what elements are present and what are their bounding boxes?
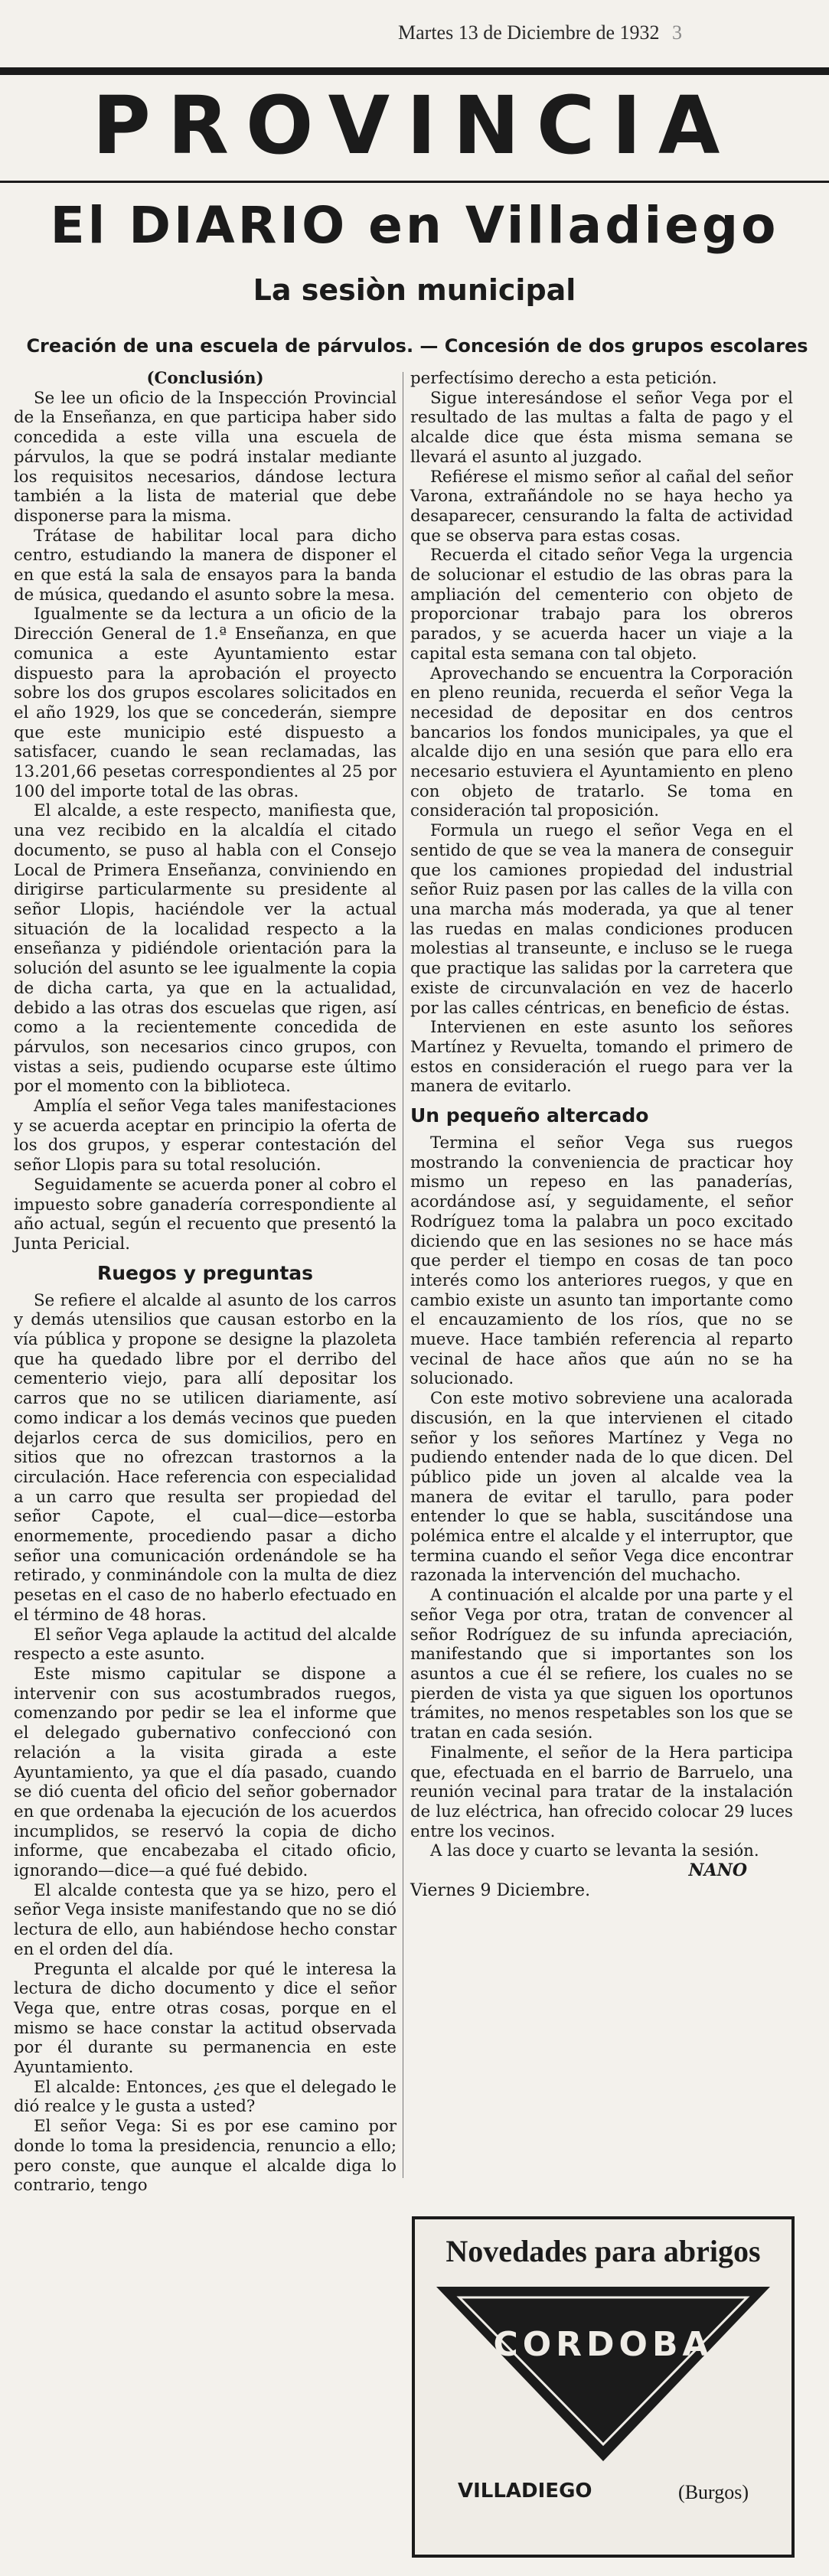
article-paragraph: A continuación el alcalde por una parte y el señor Vega por otra, tratan de convencer al señor Rodríguez de su infunda apreciación, manifestando que si importantes son los asuntos a cue él se refiere, los cuales no se pierden de vista ya que siguen los oportunos trámites, no menos respetables son los que se tratan en cada sesión. [410,1586,793,1743]
article-paragraph: El alcalde: Entonces, ¿es que el delegado le dió realce y le gusta a usted? [14,2077,397,2117]
section-title: PROVINCIA [92,79,737,172]
article-paragraph: Igualmente se da lectura a un oficio de la Dirección General de 1.ª Enseñanza, en que comunica a este Ayuntamiento estar dispuesto para la aprobación el proyecto sobre los dos grupos escolares solicitados en el año 1929, los que se concederán, siempre que este municipio esté dispuesto a satisfacer, cuando le sean reclamadas, las 13.201,66 pesetas correspondientes al 25 por 100 del importe total de las obras. [14,605,397,801]
article-paragraph: Aprovechando se encuentra la Corporación en pleno reunida, recuerda el señor Vega la necesidad de depositar en dos centros bancarios los fondos municipales, ya que el alcalde dijo en una sesión que para ello era necesario estuviera el Ayuntamiento en pleno con objeto de tratarlo. Se toma en consideración tal proposición. [410,664,793,821]
article-paragraph: Pregunta el alcalde por qué le interesa la lectura de dicho documento y dice el señor Vega que, entre otras cosas, porque en el mismo se hace constar la actitud observada por él durante su permanencia en este Ayuntamiento. [14,1959,397,2078]
page-number: 3 [672,21,683,44]
advertisement-box [412,2216,795,2558]
article-paragraph: Recuerda el citado señor Vega la urgencia de solucionar el estudio de las obras para la ampliación del cementerio con objeto de proporcionar trabajo para los obreros parados, y se acuerda hacer un viaje a la capital esta semana con tal objeto. [410,546,793,664]
article-paragraph: Se refiere el alcalde al asunto de los carros y demás utensilios que causan estorbo en la vía pública y propone se designe la plazoleta que ha quedado libre por el derribo del cementerio viejo, para allí depositar los carros que no se utilicen diariamente, así como indicar a los demás vecinos que pueden dejarlos cerca de sus domicilios, pero en sitios que no ofrezcan trastornos a la circulación. Hace referencia con especialidad a un carro que resulta ser propiedad del señor Capote, el cual—dice—estorba enormemente, procediendo pasar a dicho señor una comunicación ordenándole se ha retirado, y conminándole con la multa de diez pesetas en el caso de no haberlo efectuado en el término de 48 horas. [14,1290,397,1625]
section-rule [0,181,829,183]
article-paragraph: El alcalde contesta que ya se hizo, pero el señor Vega insiste manifestando que no se dió lectura de ello, aun habiéndose hecho constar en el orden del día. [14,1880,397,1959]
main-headline: El DIARIO en Villadiego [50,196,779,255]
article-paragraph: Con este motivo sobreviene una acalorada discusión, en la que intervienen el citado señor y los señores Martínez y Vega no pudiendo entender nada de lo que dicen. Del público pide un joven al alcalde vea la manera de evitar el tarullo, para poder entender lo que se habla, suscitándose una polémica entre el alcalde y el interruptor, que termina cuando el señor Vega dice encontrar razonada la intervención del muchacho. [410,1389,793,1586]
article-paragraph: Sigue interesándose el señor Vega por el resultado de las multas a falta de pago y el alcalde dice que ésta misma semana se llevará el asunto al juzgado. [410,388,793,467]
article-paragraph: Finalmente, el señor de la Hera participa que, efectuada en el barrio de Barruelo, una reunión vecinal para tratar de la instalación de luz eléctrica, han ofrecido colocar 29 luces entre los vecinos. [410,1743,793,1841]
left-column [14,369,397,2196]
article-paragraph: Seguidamente se acuerda poner al cobro el impuesto sobre ganadería correspondiente al año actual, según el recuento que presentó la Junta Pericial. [14,1175,397,1254]
article-paragraph: El señor Vega: Si es por ese camino por donde lo toma la presidencia, renuncio a ello; pero conste, que aunque el alcalde diga lo contrario, tengo [14,2117,397,2196]
article-paragraph: Trátase de habilitar local para dicho centro, estudiando la manera de disponer el en que está la sala de ensayos para la banda de música, quedando el asunto sobre la mesa. [14,526,397,605]
article-paragraph: Amplía el señor Vega tales manifestaciones y se acuerda aceptar en principio la oferta de los dos grupos, y esperar contestación del señor Llopis para su total resolución. [14,1097,397,1176]
article-paragraph: A las doce y cuarto se levanta la sesión. [430,1841,759,1861]
author-signature: NANO [688,1860,747,1881]
article-paragraph: perfectísimo derecho a esta petición. [410,369,717,388]
right-column [410,369,793,1900]
article-paragraph: Intervienen en este asunto los señores Martínez y Revuelta, tomando el primero de estos en consideración el ruego para ver la manera de evitarlo. [410,1018,793,1097]
article-paragraph: Refiérese el mismo señor al cañal del señor Varona, extrañándole no se haya hecho ya desaparecer, censurando la falta de actividad que se observa para estas cosas. [410,467,793,546]
ad-town: VILLADIEGO [458,2480,592,2503]
article-paragraph: Este mismo capitular se dispone a intervenir con sus acostumbrados ruegos, comenzando por pedir se lea el informe que el delegado gubernativo confeccionó con relación a la visita girada a este Ayuntamiento, ya que el día pasado, cuando se dió cuenta del oficio del señor gobernador en que ordenaba la ejecución de los acuerdos incumplidos, se reservó la copia de dicho informe, que encabezaba el citado oficio, ignorando—dice—a qué fué debido. [14,1665,397,1881]
article-paragraph: Termina el señor Vega sus ruegos mostrando la conveniencia de practicar hoy mismo un repeso en las panaderías, acordándose así, y seguidamente, el señor Rodríguez toma la palabra un poco excitado diciendo que en las sesiones no se hace más que perder el tiempo en cosas de tan poco interés como los anteriores ruegos, y que en cambio existe un asunto tan importante como el encauzamiento de los ríos, que no se mueve. Hace también referencia al reparto vecinal de hace años que aún no se ha solucionado. [410,1133,793,1389]
ad-brand-emblem [436,2287,770,2470]
article-paragraph: El señor Vega aplaude la actitud del alcalde respecto a este asunto. [14,1625,397,1665]
kicker-conclusion: (Conclusión) [146,369,264,388]
article-paragraph: Formula un ruego el señor Vega en el sentido de que se vea la manera de conseguir que los camiones propiedad del industrial señor Ruiz pasen por las calles de la villa con una marcha más moderada, ya que al tener las ruedas en malas condiciones producen molestias al transeunte, e incluso se le ruega que practique las salidas por la carretera que existe de circunvalación en vez de hacerlo por las calles céntricas, en beneficio de éstas. [410,821,793,1018]
subheadline: La sesiòn municipal [253,273,576,307]
emblem-triangle-shape [436,2287,770,2461]
article-paragraph: Se lee un oficio de la Inspección Provincial de la Enseñanza, en que participa haber sido concedida a este villa una escuela de párvulos, la que se podrá instalar mediante los requisitos necesarios, dándose lectura también a la lista de material que debe disponerse para la misma. [14,388,397,526]
section-heading-altercado: Un pequeño altercado [410,1104,649,1127]
deck-headline: Creación de una escuela de párvulos. — Concesión de dos grupos escolares [26,335,808,357]
dateline [398,21,827,44]
article-dateline: Viernes 9 Diciembre. [410,1880,591,1900]
ad-brand-name: CORDOBA [493,2325,713,2364]
top-rule [0,67,829,75]
ad-province: (Burgos) [678,2481,749,2503]
section-heading-ruegos: Ruegos y preguntas [96,1261,314,1284]
article-paragraph: El alcalde, a este respecto, manifiesta que, una vez recibido en la alcaldía el citado documento, se puso al habla con el Consejo Local de Primera Enseñanza, conviniendo en dirigirse particularmente su presidente al señor Llopis, haciéndole ver la actual situación de la localidad respecto a la enseñanza y pidiéndole orientación para la solución del asunto se lee igualmente la copia de dicha carta, ya que en la actualidad, debido a las otras dos escuelas que rigen, así como a la recientemente concedida de párvulos, son necesarios cinco grupos, con vistas a seis, pudiendo ocuparse este último por el momento con la biblioteca. [14,801,397,1097]
date-text: Martes 13 de Diciembre de 1932 [398,21,660,44]
ad-title: Novedades para abrigos [446,2234,761,2268]
